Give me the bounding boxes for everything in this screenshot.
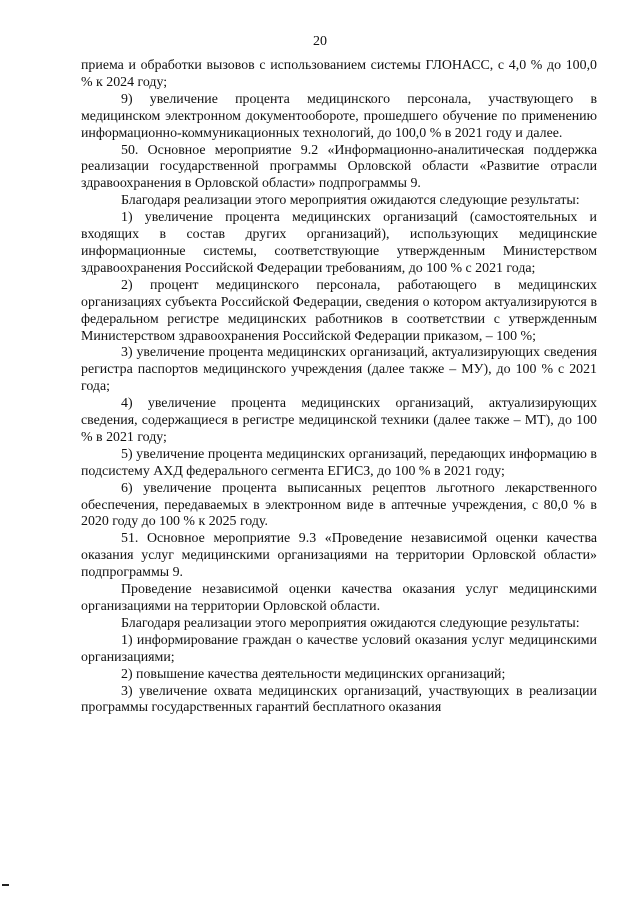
paragraph: 9) увеличение процента медицинского персонала, участвующего в медицинском электронном документообороте, прошедшего обучение по применению информационно-коммуникационных технологий, до 100,0 % в 2021 году и далее. [81,91,597,141]
paragraph: Благодаря реализации этого мероприятия ожидаются следующие результаты: [121,615,580,631]
paragraph: Проведение независимой оценки качества оказания услуг медицинскими организациями на территории Орловской области. [81,582,597,614]
paragraph: 3) увеличение охвата медицинских организаций, участвующих в реализации программы государственных гарантий бесплатного оказания [81,683,597,716]
paragraph: 4) увеличение процента медицинских организаций, актуализирующих сведения, содержащиеся в регистре медицинской техники (далее также – МТ), до 100 % в 2021 году; [81,396,597,445]
paragraph: Благодаря реализации этого мероприятия ожидаются следующие результаты: [121,193,580,209]
paragraph: 3) увеличение процента медицинских организаций, актуализирующих сведения регистра паспортов медицинского учреждения (далее также – МУ), до 100 % с 2021 года; [81,345,597,395]
document-body [81,58,597,717]
paragraph: 1) увеличение процента медицинских организаций (самостоятельных и входящих в состав других организаций), использующих медицинские информационные системы, соответствующие утвержденным Министерством здравоохранения Российской Федерации требованиям, до 100 % с 2021 года; [81,210,597,276]
page-number: 20 [313,34,327,49]
paragraph: 5) увеличение процента медицинских организаций, передающих информацию в подсистему АХД федерального сегмента ЕГИСЗ, до 100 % в 2021 году; [81,446,597,479]
paragraph: 6) увеличение процента выписанных рецептов льготного лекарственного обеспечения, передаваемых в электронном виде в аптечные учреждения, с 80,0 % в 2020 году до 100 % к 2025 году. [81,480,597,530]
paragraph: приема и обработки вызовов с использованием системы ГЛОНАСС, с 4,0 % до 100,0 % к 2024 году; [81,58,597,90]
paragraph: 2) процент медицинского персонала, работающего в медицинских организациях субъекта Российской Федерации, сведения о котором актуализируются в федеральном регистре медицинских работников в соответствии с утвержденным Министерством здравоохранения Российской Федерации приказом, – 100 %; [81,277,597,344]
scan-edge-mark [2,884,9,886]
paragraph: 51. Основное мероприятие 9.3 «Проведение независимой оценки качества оказания услуг медицинскими организациями на территории Орловской области» подпрограммы 9. [81,531,597,581]
paragraph: 1) информирование граждан о качестве условий оказания услуг медицинскими организациями; [81,632,597,665]
paragraph: 2) повышение качества деятельности медицинских организаций; [121,666,506,682]
paragraph: 50. Основное мероприятие 9.2 «Информационно-аналитическая поддержка реализации государственной программы Орловской области «Развитие отрасли здравоохранения в Орловской области» подпрограммы 9. [81,142,597,192]
